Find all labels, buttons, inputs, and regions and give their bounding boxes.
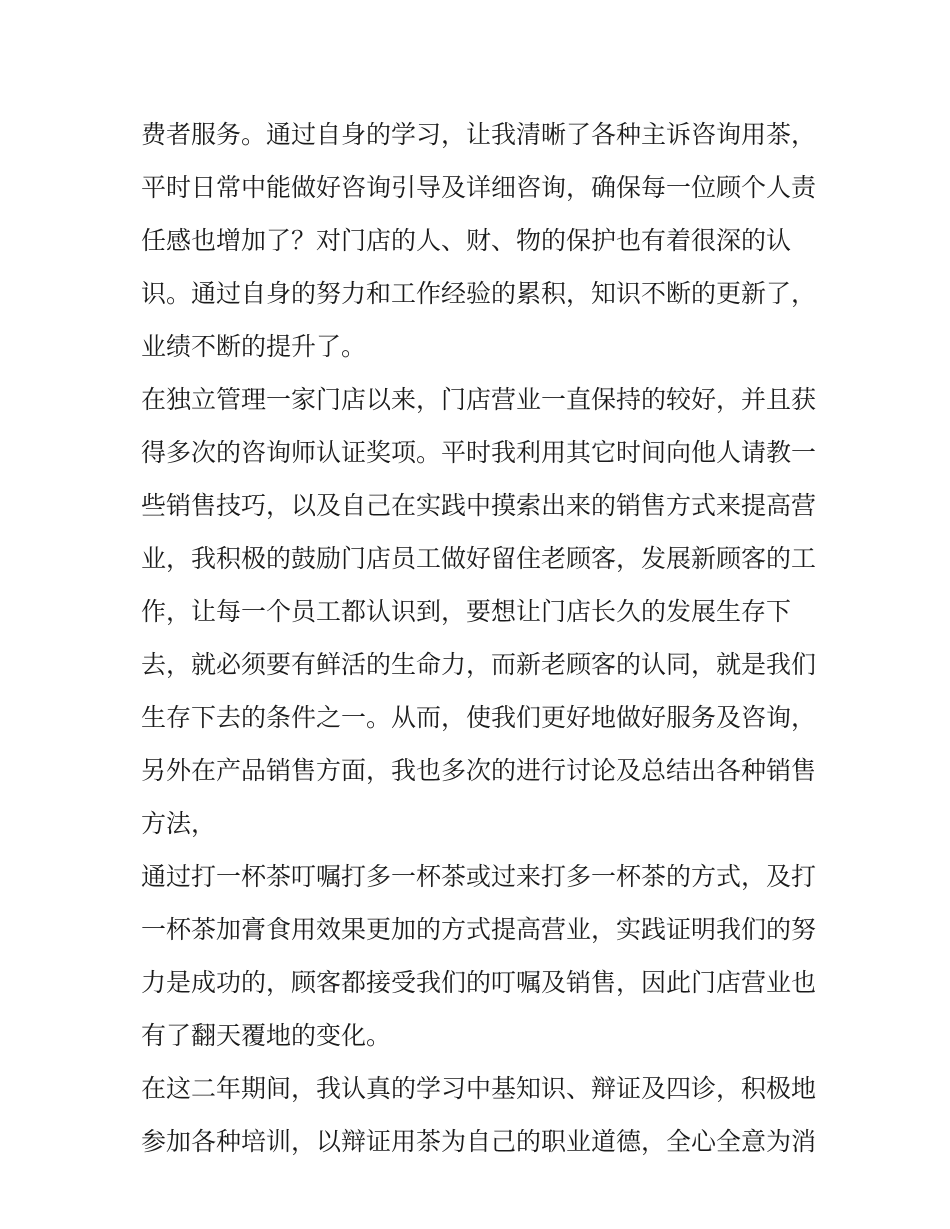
- text-line: 生存下去的条件之一。从而，使我们更好地做好服务及咨询，: [141, 703, 816, 732]
- text-line: 些销售技巧，以及自己在实践中摸索出来的销售方式来提高营: [141, 491, 816, 520]
- text-line: 在独立管理一家门店以来，门店营业一直保持的较好，并且获: [141, 385, 816, 414]
- text-line: 另外在产品销售方面，我也多次的进行讨论及总结出各种销售: [141, 756, 816, 785]
- text-line: 在这二年期间，我认真的学习中基知识、辩证及四诊，积极地: [141, 1074, 816, 1103]
- document-body: [141, 108, 816, 1168]
- text-line: 任感也增加了？对门店的人、财、物的保护也有着很深的认: [141, 226, 792, 255]
- text-line: 通过打一杯茶叮嘱打多一杯茶或过来打多一杯茶的方式，及打: [141, 862, 816, 891]
- text-line: 去，就必须要有鲜活的生命力，而新老顾客的认同，就是我们: [141, 650, 816, 679]
- text-line: 费者服务。通过自身的学习，让我清晰了各种主诉咨询用茶，: [141, 120, 816, 149]
- text-line: 得多次的咨询师认证奖项。平时我利用其它时间向他人请教一: [141, 438, 816, 467]
- text-line: 参加各种培训，以辩证用茶为自己的职业道德，全心全意为消: [141, 1127, 816, 1156]
- text-line: 识。通过自身的努力和工作经验的累积，知识不断的更新了，: [141, 279, 816, 308]
- text-line: 有了翻天覆地的变化。: [141, 1021, 392, 1050]
- text-line: 业，我积极的鼓励门店员工做好留住老顾客，发展新顾客的工: [141, 544, 816, 573]
- text-line: 业绩不断的提升了。: [141, 332, 367, 361]
- text-line: 作，让每一个员工都认识到，要想让门店长久的发展生存下: [141, 597, 792, 626]
- text-line: 力是成功的，顾客都接受我们的叮嘱及销售，因此门店营业也: [141, 968, 816, 997]
- text-line: 平时日常中能做好咨询引导及详细咨询，确保每一位顾个人责: [141, 173, 816, 202]
- text-line: 一杯茶加膏食用效果更加的方式提高营业，实践证明我们的努: [141, 915, 816, 944]
- text-line: 方法，: [141, 809, 217, 838]
